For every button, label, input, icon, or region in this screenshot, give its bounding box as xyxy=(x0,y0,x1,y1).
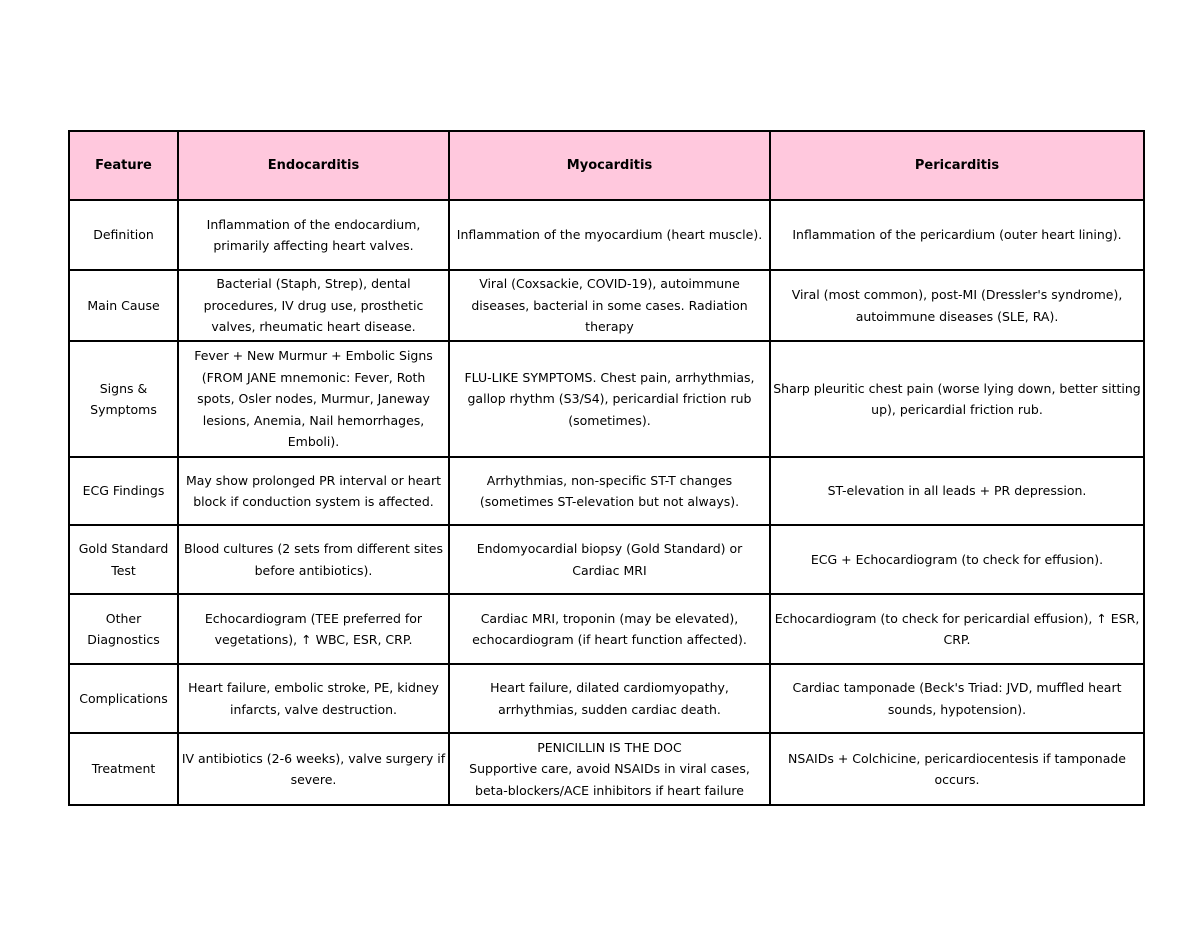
endocarditis-cell: May show prolonged PR interval or heart block if conduction system is affected. xyxy=(178,457,449,525)
pericarditis-cell: ST-elevation in all leads + PR depression. xyxy=(770,457,1144,525)
endocarditis-cell: IV antibiotics (2-6 weeks), valve surgery if severe. xyxy=(178,733,449,805)
pericarditis-cell: Cardiac tamponade (Beck's Triad: JVD, muffled heart sounds, hypotension). xyxy=(770,664,1144,733)
feature-cell: Other Diagnostics xyxy=(69,594,178,664)
table-row xyxy=(69,270,1144,341)
pericarditis-cell: Inflammation of the pericardium (outer heart lining). xyxy=(770,200,1144,270)
table-row xyxy=(69,457,1144,525)
endocarditis-cell: Bacterial (Staph, Strep), dental procedures, IV drug use, prosthetic valves, rheumatic heart disease. xyxy=(178,270,449,341)
pericarditis-cell: ECG + Echocardiogram (to check for effusion). xyxy=(770,525,1144,594)
endocarditis-cell: Echocardiogram (TEE preferred for vegetations), ↑ WBC, ESR, CRP. xyxy=(178,594,449,664)
myocarditis-treatment-note: PENICILLIN IS THE DOC xyxy=(537,739,682,755)
pericarditis-cell: Sharp pleuritic chest pain (worse lying down, better sitting up), pericardial friction rub. xyxy=(770,341,1144,457)
endocarditis-cell: Fever + New Murmur + Embolic Signs (FROM JANE mnemonic: Fever, Roth spots, Osler nodes, Murmur, Janeway lesions, Anemia, Nail hemorrhages, Emboli). xyxy=(178,341,449,457)
pericarditis-cell: NSAIDs + Colchicine, pericardiocentesis if tamponade occurs. xyxy=(770,733,1144,805)
pericarditis-cell: Echocardiogram (to check for pericardial effusion), ↑ ESR, CRP. xyxy=(770,594,1144,664)
myocarditis-cell: Arrhythmias, non-specific ST-T changes (sometimes ST-elevation but not always). xyxy=(449,457,770,525)
table-row xyxy=(69,341,1144,457)
pericarditis-cell: Viral (most common), post-MI (Dressler's syndrome), autoimmune diseases (SLE, RA). xyxy=(770,270,1144,341)
table-row xyxy=(69,664,1144,733)
feature-cell: ECG Findings xyxy=(69,457,178,525)
header-myocarditis: Myocarditis xyxy=(449,131,770,200)
myocarditis-cell: Inflammation of the myocardium (heart muscle). xyxy=(449,200,770,270)
feature-cell: Treatment xyxy=(69,733,178,805)
table-row xyxy=(69,594,1144,664)
table-row xyxy=(69,525,1144,594)
feature-cell: Gold Standard Test xyxy=(69,525,178,594)
feature-cell: Signs & Symptoms xyxy=(69,341,178,457)
myocarditis-cell: FLU-LIKE SYMPTOMS. Chest pain, arrhythmias, gallop rhythm (S3/S4), pericardial friction rub (sometimes). xyxy=(449,341,770,457)
endocarditis-cell: Blood cultures (2 sets from different sites before antibiotics). xyxy=(178,525,449,594)
endocarditis-cell: Inflammation of the endocardium, primarily affecting heart valves. xyxy=(178,200,449,270)
myocarditis-cell: Endomyocardial biopsy (Gold Standard) or Cardiac MRI xyxy=(449,525,770,594)
comparison-table xyxy=(68,130,1145,806)
endocarditis-cell: Heart failure, embolic stroke, PE, kidney infarcts, valve destruction. xyxy=(178,664,449,733)
myocarditis-cell: Heart failure, dilated cardiomyopathy, arrhythmias, sudden cardiac death. xyxy=(449,664,770,733)
table-row xyxy=(69,200,1144,270)
feature-cell: Main Cause xyxy=(69,270,178,341)
table-row xyxy=(69,733,1144,805)
feature-cell: Definition xyxy=(69,200,178,270)
myocarditis-cell: Cardiac MRI, troponin (may be elevated), echocardiogram (if heart function affected). xyxy=(449,594,770,664)
header-pericarditis: Pericarditis xyxy=(770,131,1144,200)
myocarditis-cell xyxy=(449,733,770,805)
myocarditis-treatment-text: Supportive care, avoid NSAIDs in viral cases, beta-blockers/ACE inhibitors if heart failure xyxy=(469,761,750,798)
feature-cell: Complications xyxy=(69,664,178,733)
myocarditis-cell: Viral (Coxsackie, COVID-19), autoimmune diseases, bacterial in some cases. Radiation therapy xyxy=(449,270,770,341)
header-row xyxy=(69,131,1144,200)
header-feature: Feature xyxy=(69,131,178,200)
header-endocarditis: Endocarditis xyxy=(178,131,449,200)
